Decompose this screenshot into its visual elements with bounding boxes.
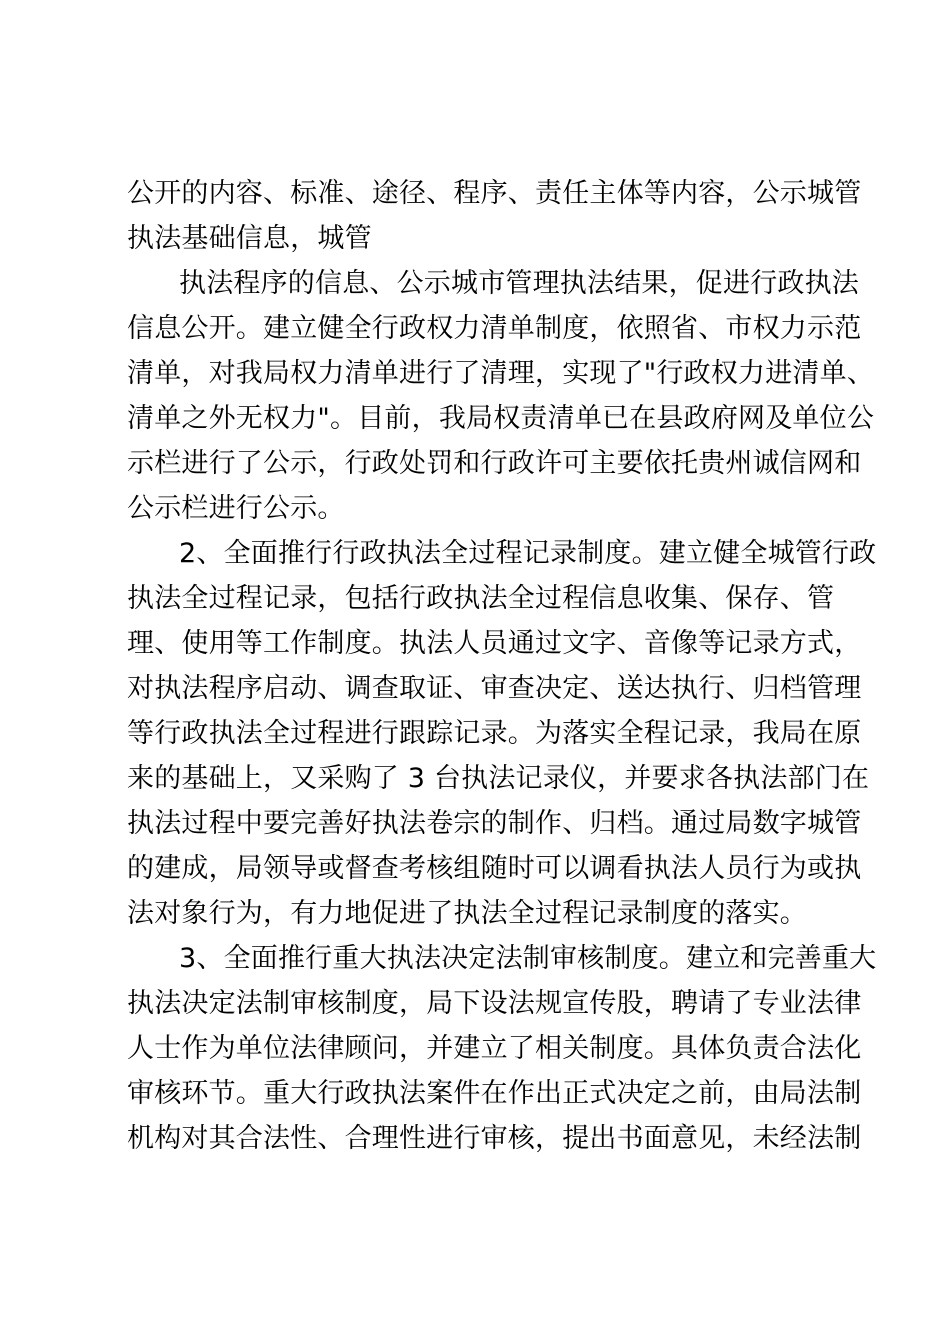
text-line-1: 公开的内容、标准、途径、程序、责任主体等内容，公示城管: [127, 178, 862, 209]
text-line-9: 2、全面推行行政执法全过程记录制度。建立健全城管行政: [179, 538, 877, 569]
text-line-5: 清单，对我局权力清单进行了清理，实现了"行政权力进清单、: [127, 358, 875, 389]
text-line-14: 来的基础上，又采购了 3 台执法记录仪，并要求各执法部门在: [127, 763, 870, 794]
text-line-7: 示栏进行了公示，行政处罚和行政许可主要依托贵州诚信网和: [127, 448, 862, 479]
text-line-10: 执法全过程记录，包括行政执法全过程信息收集、保存、管: [127, 583, 835, 614]
text-line-18: 3、全面推行重大执法决定法制审核制度。建立和完善重大: [179, 943, 877, 974]
text-line-17: 法对象行为，有力地促进了执法全过程记录制度的落实。: [127, 898, 807, 929]
text-line-2: 执法基础信息，城管: [127, 223, 372, 254]
text-line-20: 人士作为单位法律顾问，并建立了相关制度。具体负责合法化: [127, 1033, 862, 1064]
text-line-8: 公示栏进行公示。: [127, 493, 345, 524]
text-line-15: 执法过程中要完善好执法卷宗的制作、归档。通过局数字城管: [127, 808, 862, 839]
text-line-13: 等行政执法全过程进行跟踪记录。为落实全程记录，我局在原: [127, 718, 862, 749]
text-line-16: 的建成，局领导或督查考核组随时可以调看执法人员行为或执: [127, 853, 862, 884]
text-line-4: 信息公开。建立健全行政权力清单制度，依照省、市权力示范: [127, 313, 862, 344]
text-line-12: 对执法程序启动、调查取证、审查决定、送达执行、归档管理: [127, 673, 862, 704]
text-line-6: 清单之外无权力"。目前，我局权责清单已在县政府网及单位公: [127, 403, 875, 434]
text-line-11: 理、使用等工作制度。执法人员通过文字、音像等记录方式，: [127, 628, 862, 659]
text-line-19: 执法决定法制审核制度，局下设法规宣传股，聘请了专业法律: [127, 988, 862, 1019]
text-line-22: 机构对其合法性、合理性进行审核，提出书面意见，未经法制: [127, 1123, 862, 1154]
text-line-3: 执法程序的信息、公示城市管理执法结果，促进行政执法: [179, 268, 859, 299]
text-line-21: 审核环节。重大行政执法案件在作出正式决定之前，由局法制: [127, 1078, 862, 1109]
